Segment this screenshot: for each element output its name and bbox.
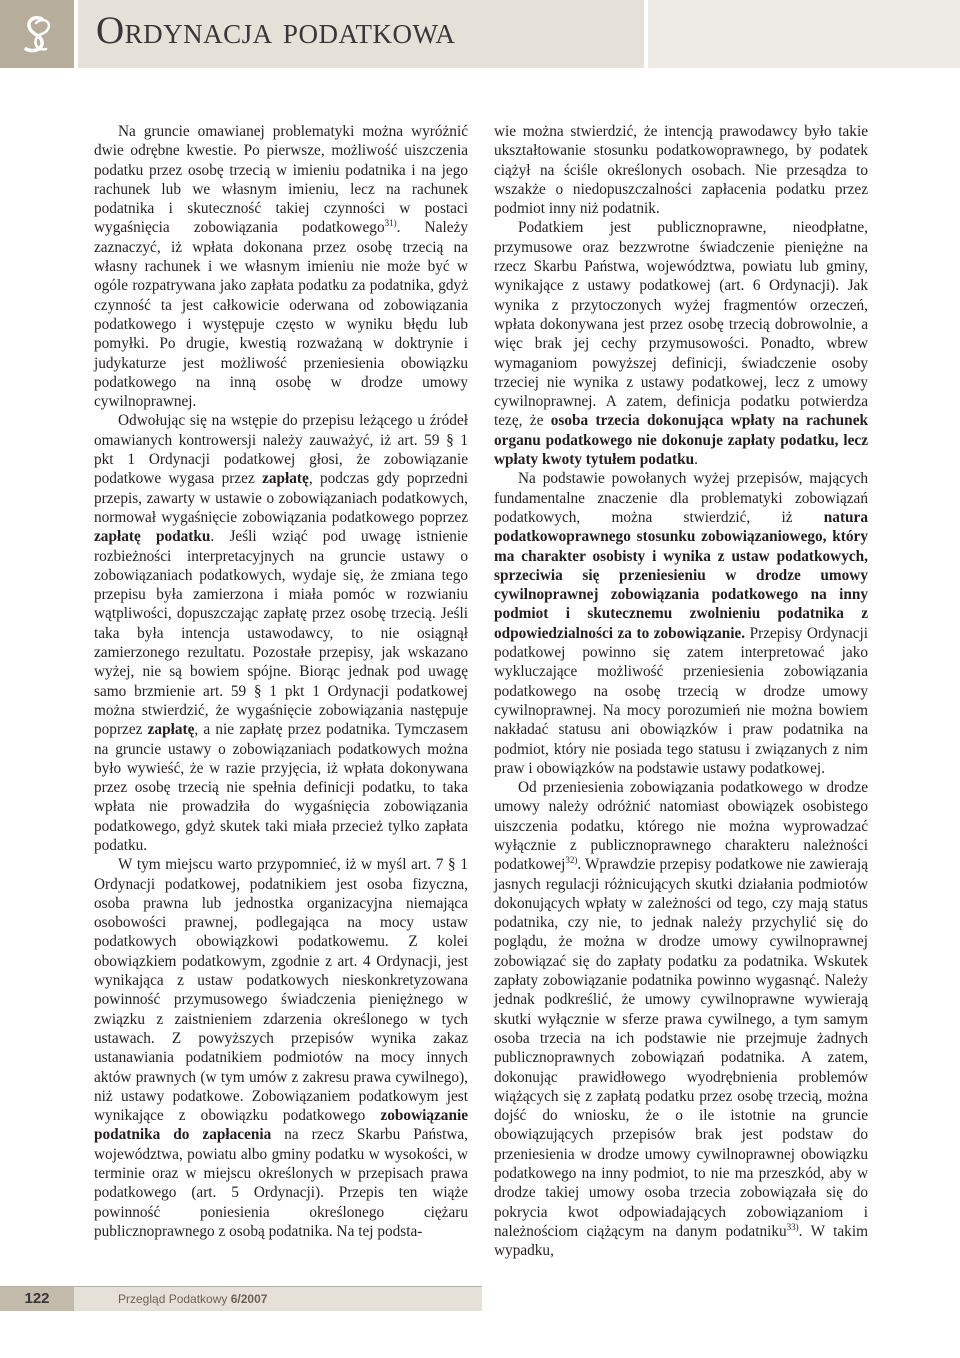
paragraph: Na podstawie powołanych wyżej przepisów, mających fundamentalne znaczenie dla problematyki zobowiązań podatkowych, można stwierdzić, iż natura podatkowoprawnego stosunku zobowiązaniowego, który ma charakter osobisty i wynika z ustaw podatkowych, sprzeciwia się przeniesieniu w drodze umowy cywilnoprawnej zobowiązania podatkowego na inny podmiot i skutecznemu zwolnieniu podatnika z odpowiedzialności za to zobowiązanie. Przepisy Ordynacji podatkowej powinno się zatem interpretować jako wykluczające możliwość przeniesienia zobowiązania podatkowego na osobę trzecią w drodze umowy cywilnoprawnej. Na mocy porozumień nie można bowiem nakładać statusu ani obowiązków i praw podatnika na podmiot, który nie posiada tego statusu i związanych z nim praw i obowiązków na podstawie ustawy podatkowej. xyxy=(494,470,868,777)
paragraph: Od przeniesienia zobowiązania podatkowego w drodze umowy należy odróżnić natomiast obowiązek osobistego uiszczenia podatku, którego nie można wyprowadzać wyłącznie z publicznoprawnego charakteru należności podatkowej$^{32)}$. Wprawdzie przepisy podatkowe nie zawierają jasnych regulacji różnicujących skutki działania podmiotów dokonujących wpłaty w zależności od tego, czy mają status podatnika, czy nie, to jednak należy przychylić się do poglądu, że można w drodze umowy cywilnoprawnej zobowiązać się do zapłaty podatku za podatnika. Wskutek zapłaty zobowiązanie podatnika powinno wygasnąć. Należy jednak podkreślić, że umowy cywilnoprawne wywierają skutki wyłącznie w sferze prawa cywilnego, a tym samym osoba trzecia na ich podstawie nie przejmuje żadnych publicznoprawnych zobowiązań podatnika. A zatem, dokonując prawidłowego wyodrębnienia problemów wiążących się z zapłatą podatku przez osobę trzecią, można dojść do wniosku, że o ile istotnie na gruncie obowiązujących przepisów brak jest podstaw do przeniesienia w drodze umowy cywilnoprawnej obowiązku podatkowego na inny podmiot, to nie ma przeszkód, aby w drodze takiej umowy osoba trzecia zobowiązała się do pokrycia kwot odpowiadających zobowiązaniom i należnościom ciążącym na danym podatniku$^{33)}$. W takim wypadku, xyxy=(494,779,868,1260)
right-column xyxy=(494,122,868,1261)
journal-issue: 6/2007 xyxy=(230,1292,268,1306)
header-strip xyxy=(648,0,960,68)
footnote-ref: 33) xyxy=(786,1221,799,1232)
journal-name: Przegląd Podatkowy 6/2007 xyxy=(118,1292,268,1306)
page-number: 122 xyxy=(0,1287,74,1311)
journal-logo xyxy=(0,0,74,68)
paragraph: Podatkiem jest publicznoprawne, nieodpłatne, przymusowe oraz bezzwrotne świadczenie pieniężne na rzecz Skarbu Państwa, województwa, powiatu lub gminy, wynikające z ustawy podatkowej (art. 6 Ordynacji). Jak wynika z przytoczonych wyżej fragmentów orzeczeń, wpłata dokonywana jest przez osobę trzecią dobrowolnie, a więc brak jej cechy przymusowości. Ponadto, wbrew wymaganiom powyższej definicji, świadczenie osoby trzeciej nie wynika z ustawy podatkowej, lecz z umowy cywilnoprawnej. A zatem, definicja podatku potwierdza tezę, że osoba trzecia dokonująca wpłaty na rachunek organu podatkowego nie dokonuje zapłaty podatku, lecz wpłaty kwoty tytułem podatku. xyxy=(494,219,868,469)
left-column xyxy=(94,122,468,1241)
page-footer xyxy=(0,1286,482,1311)
paragraph: Na gruncie omawianej problematyki można wyróżnić dwie odrębne kwestie. Po pierwsze, możliwość uiszczenia podatku przez osobę trzecią w imieniu podatnika i na jego rachunek lub we własnym imieniu, lecz na rachunek podatnika i skuteczność takiej czynności w postaci wygaśnięcia zobowiązania podatkowego$^{31)}$. Należy zaznaczyć, iż wpłata dokonana przez osobę trzecią na własny rachunek i we własnym imieniu nie może być w ogóle rozpatrywana jako zapłata podatku za podatnika, gdyż czynność ta jest całkowicie oderwana od zobowiązania podatkowego i występuje często w wyniku błędu lub pomyłki. Po drugie, kwestią rozważaną w doktrynie i judykaturze jest możliwość przeniesienia obowiązku podatkowego na inną osobę w drodze umowy cywilnoprawnej. xyxy=(94,123,468,411)
section-title-box xyxy=(78,0,644,68)
ps-monogram-icon xyxy=(12,9,62,59)
footnote-ref: 31) xyxy=(384,218,397,229)
section-title: Ordynacja podatkowa xyxy=(96,9,456,52)
paragraph: W tym miejscu warto przypomnieć, iż w myśl art. 7 § 1 Ordynacji podatkowej, podatnikiem jest osoba fizyczna, osoba prawna lub jednostka organizacyjna niemająca osobowości prawnej, podlegająca na mocy ustaw podatkowych obowiązkowi podatkowemu. Z kolei obowiązkiem podatkowym, zgodnie z art. 4 Ordynacji, jest wynikająca z ustaw podatkowych nieskonkretyzowana powinność przymusowego świadczenia pieniężnego w związku z zaistnieniem zdarzenia określonego w tych ustawach. Z powyższych przepisów wynika zakaz ustanawiania podatnikiem podmiotów na mocy innych aktów prawnych (w tym umów z zakresu prawa cywilnego), niż ustawy podatkowe. Zobowiązaniem podatkowym jest wynikające z obowiązku podatkowego zobowiązanie podatnika do zapłacenia na rzecz Skarbu Państwa, województwa, powiatu albo gminy podatku w wysokości, w terminie oraz w miejscu określonych w przepisach prawa podatkowego (art. 5 Ordynacji). Przepis ten wiąże powinność poniesienia określonego ciężaru publicznoprawnego z osobą podatnika. Na tej podsta- xyxy=(94,856,469,1240)
footnote-ref: 32) xyxy=(565,855,578,866)
page-header xyxy=(0,0,960,68)
paragraph: wie można stwierdzić, że intencją prawodawcy było takie ukształtowanie stosunku podatkowoprawnego, by podatek ciążył na ściśle określonych osobach. Nie przesądza to wszakże o niedopuszczalności zapłacenia podatku przez podmiot inny niż podatnik. xyxy=(494,123,868,218)
paragraph: Odwołując się na wstępie do przepisu leżącego u źródeł omawianych kontrowersji należy zauważyć, iż art. 59 § 1 pkt 1 Ordynacji podatkowej głosi, że zobowiązanie podatkowe wygasa przez zapłatę, podczas gdy poprzedni przepis, zawarty w ustawie o zobowiązaniach podatkowych, normował wygaśnięcie zobowiązania podatkowego poprzez zapłatę podatku. Jeśli wziąć pod uwagę istnienie rozbieżności interpretacyjnych na gruncie ustawy o zobowiązaniach podatkowych, wydaje się, że zmiana tego przepisu była zamierzona i miała pomóc w rozwianiu wątpliwości, dopuszczając zapłatę przez osobę trzecią. Jeśli taka była intencja ustawodawcy, to nie osiągnął zamierzonego rezultatu. Pozostałe przepisy, jak wskazano wyżej, nie są bowiem spójne. Biorąc jednak pod uwagę samo brzmienie art. 59 § 1 pkt 1 Ordynacji podatkowej można stwierdzić, że wygaśnięcie zobowiązania następuje poprzez zapłatę, a nie zapłatę przez podatnika. Tymczasem na gruncie ustawy o zobowiązaniach podatkowych można było wywieść, że w razie przyjęcia, iż wpłata dokonywana przez osobę trzecią nie spełnia definicji podatku, to taka wpłata nie prowadziła do wygaśnięcia zobowiązania podatkowego, gdyż skutek taki miała przecież tylko zapłata podatku. xyxy=(94,412,468,854)
